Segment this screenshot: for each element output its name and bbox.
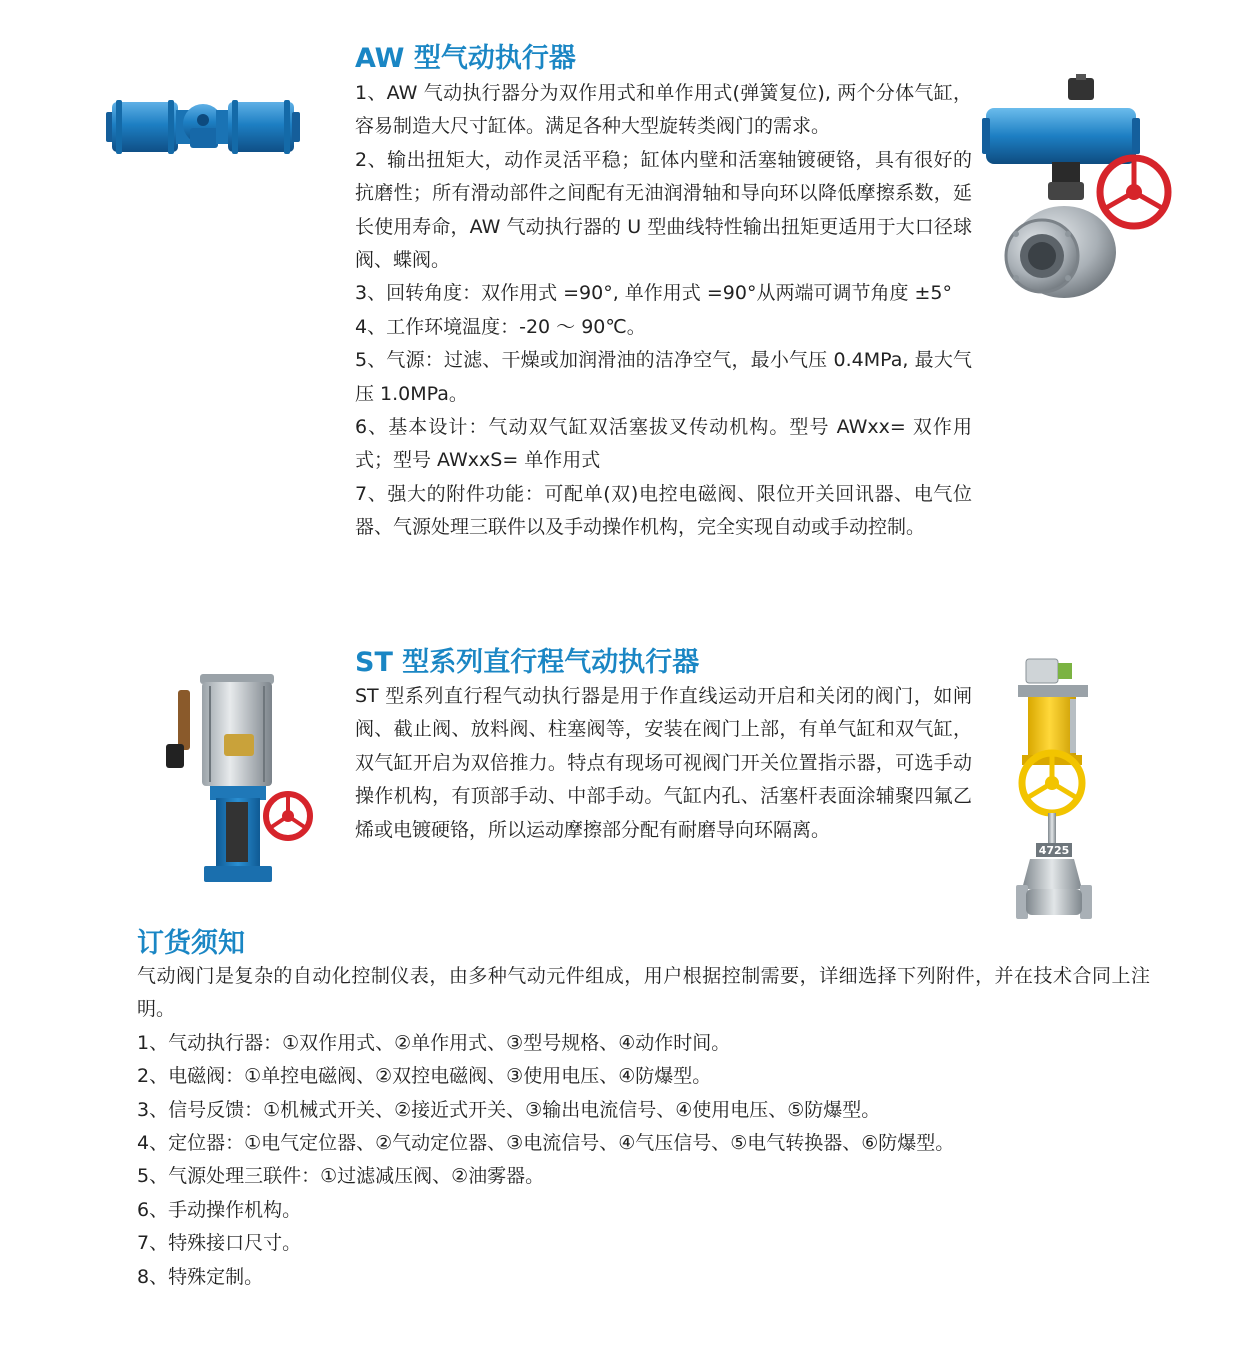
aw-spec-item: 3、回转角度：双作用式 =90°, 单作用式 =90°从两端可调节角度 ±5° bbox=[355, 282, 952, 305]
ordering-item: 8、特殊定制。 bbox=[137, 1265, 264, 1288]
aw-spec-item: 1、AW 气动执行器分为双作用式和单作用式(弹簧复位), 两个分体气缸，容易制造大尺寸缸体。满足各种大型旋转类阀门的需求。 bbox=[355, 82, 972, 138]
ordering-item: 2、电磁阀：①单控电磁阀、②双控电磁阀、③使用电压、④防爆型。 bbox=[137, 1065, 712, 1088]
aw-spec-item: 6、基本设计：气动双气缸双活塞拔叉传动机构。型号 AWxx= 双作用式；型号 AWxxS= 单作用式 bbox=[355, 416, 972, 472]
ordering-item: 1、气动执行器：①双作用式、②单作用式、③型号规格、④动作时间。 bbox=[137, 1031, 731, 1054]
ordering-title: 订货须知 bbox=[137, 928, 245, 959]
aw-spec-item: 5、气源：过滤、干燥或加润滑油的洁净空气，最小气压 0.4MPa, 最大气压 1.0MPa。 bbox=[355, 349, 972, 405]
st-section-title: ST 型系列直行程气动执行器 bbox=[355, 647, 700, 678]
st-description: ST 型系列直行程气动执行器是用于作直线运动开启和关闭的阀门，如闸阀、截止阀、放料阀、柱塞阀等，安装在阀门上部，有单气缸和双气缸，双气缸开启为双倍推力。特点有现场可视阀门开关位置指示器，可选手动操作机构，有顶部手动、中部手动。气缸内孔、活塞杆表面涂辅聚四氟乙烯或电镀硬铬，所以运动摩擦部分配有耐磨导向环隔离。 bbox=[355, 685, 972, 841]
ordering-item: 7、特殊接口尺寸。 bbox=[137, 1232, 302, 1255]
gauge-label: 4725 bbox=[1038, 844, 1070, 857]
st-actuator-image bbox=[160, 670, 314, 886]
aw-actuator-image bbox=[104, 96, 302, 158]
aw-section-title: AW 型气动执行器 bbox=[355, 43, 576, 74]
ordering-intro: 气动阀门是复杂的自动化控制仪表，由多种气动元件组成，用户根据控制需要，详细选择下列附件，并在技术合同上注明。 bbox=[137, 965, 1150, 1021]
ordering-item: 4、定位器：①电气定位器、②气动定位器、③电流信号、④气压信号、⑤电气转换器、⑥防爆型。 bbox=[137, 1132, 955, 1155]
aw-ball-valve-image bbox=[982, 74, 1174, 306]
ordering-item: 3、信号反馈：①机械式开关、②接近式开关、③输出电流信号、④使用电压、⑤防爆型。 bbox=[137, 1098, 881, 1121]
aw-spec-item: 7、强大的附件功能：可配单(双)电控电磁阀、限位开关回讯器、电气位器、气源处理三联件以及手动操作机构，完全实现自动或手动控制。 bbox=[355, 482, 972, 539]
aw-spec-item: 4、工作环境温度：-20 ～ 90℃。 bbox=[355, 315, 646, 338]
aw-spec-item: 2、输出扭矩大，动作灵活平稳；缸体内壁和活塞轴镀硬铬，具有很好的抗磨性；所有滑动部件之间配有无油润滑轴和导向环以降低摩擦系数，延长使用寿命，AW 气动执行器的 U 型曲线特性输出扭矩更适用于大口径球阀、蝶阀。 bbox=[355, 148, 972, 272]
aw-spec-list bbox=[355, 77, 972, 545]
ordering-item: 6、手动操作机构。 bbox=[137, 1198, 302, 1221]
st-gate-valve-image bbox=[1012, 655, 1100, 927]
ordering-list bbox=[137, 960, 1150, 1294]
ordering-item: 5、气源处理三联件：①过滤减压阀、②油雾器。 bbox=[137, 1165, 545, 1188]
